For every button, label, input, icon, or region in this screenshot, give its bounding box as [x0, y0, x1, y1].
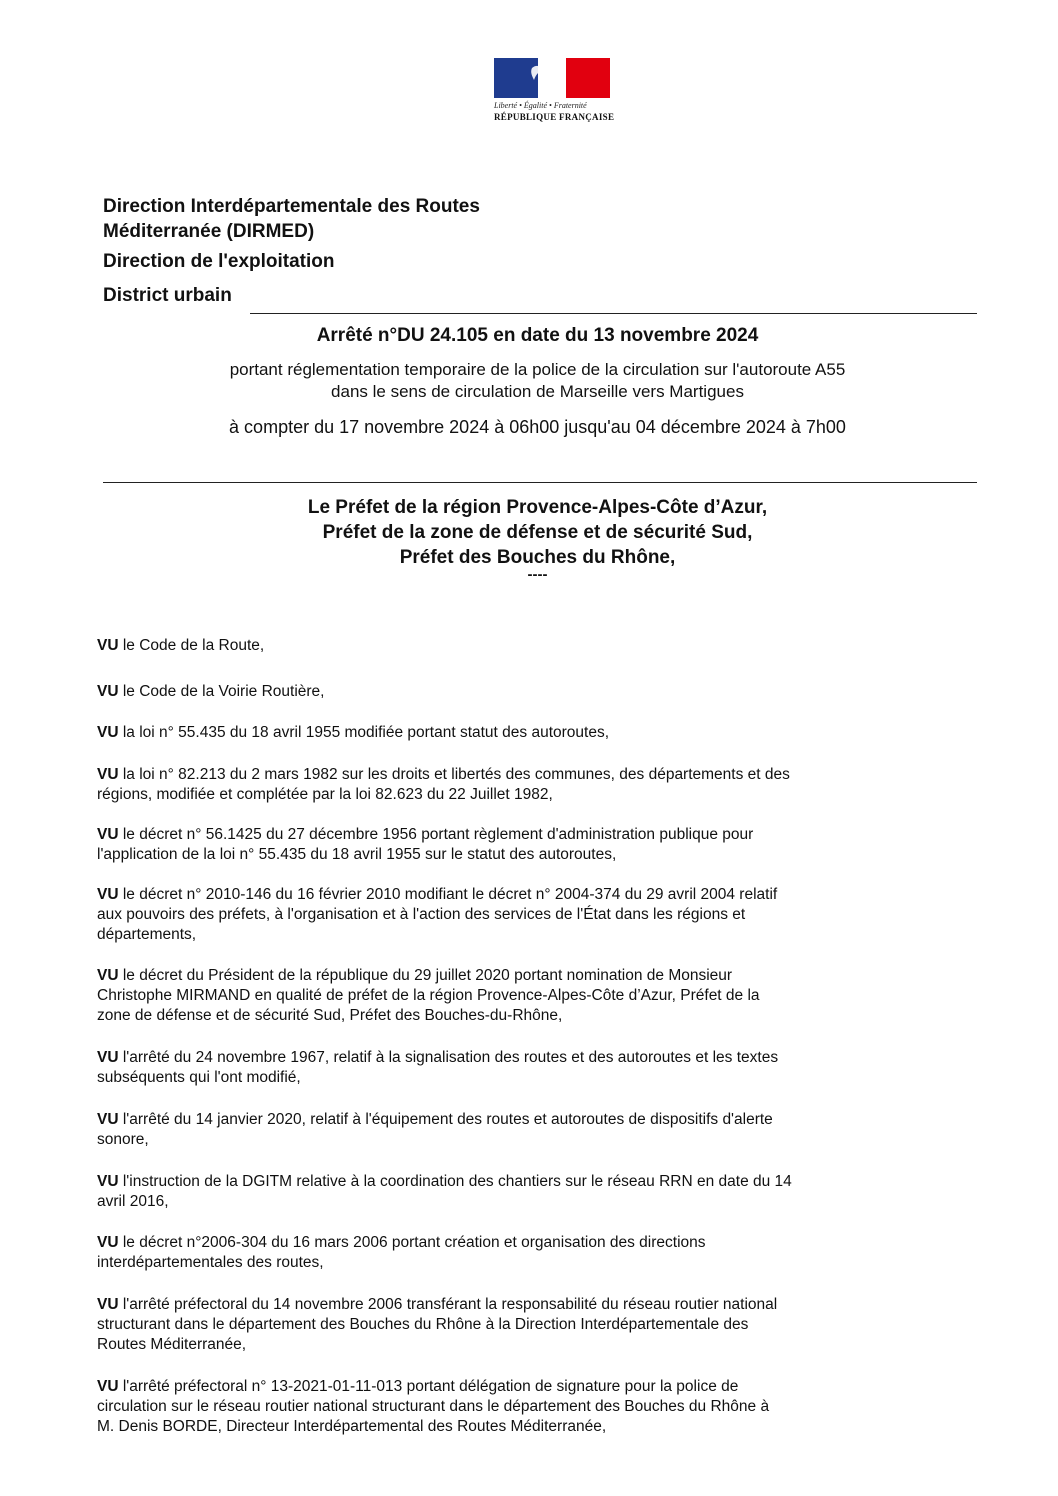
vu-text: l'arrêté préfectoral n° 13-2021-01-11-013 portant délégation de signature pour la police de: [122, 1378, 739, 1395]
vu-paragraph: [97, 825, 977, 865]
authority-separator: ----: [527, 566, 548, 583]
vu-paragraph: [97, 682, 977, 702]
vu-text: le décret n°2006-304 du 16 mars 2006 portant création et organisation des directions: [122, 1234, 706, 1251]
vu-line: [97, 1110, 977, 1130]
vu-text: régions, modifiée et complétée par la loi 82.623 du 22 Juillet 1982,: [97, 786, 553, 803]
vu-line: [97, 1417, 977, 1437]
vu-text: l'arrêté préfectoral du 14 novembre 2006 transférant la responsabilité du réseau routier national: [122, 1296, 778, 1313]
vu-paragraph: [97, 723, 977, 743]
vu-label: VU: [97, 1049, 119, 1066]
vu-label: VU: [97, 724, 119, 741]
vu-line: [97, 1295, 977, 1315]
vu-line: [97, 1048, 977, 1068]
vu-label: VU: [97, 1234, 119, 1251]
vu-paragraph: [97, 765, 977, 805]
vu-text: interdépartementales des routes,: [97, 1254, 324, 1271]
vu-label: VU: [97, 886, 119, 903]
vu-paragraph: [97, 1377, 977, 1437]
vu-line: [97, 1377, 977, 1397]
vu-label: VU: [97, 766, 119, 783]
vu-text: le décret du Président de la république du 29 juillet 2020 portant nomination de Monsieur: [122, 967, 733, 984]
vu-line: [97, 1335, 977, 1355]
vu-text: la loi n° 82.213 du 2 mars 1982 sur les droits et libertés des communes, des départements et des: [122, 766, 790, 783]
vu-paragraph: [97, 636, 977, 656]
vu-line: [97, 1130, 977, 1150]
decree-subtitle-2: dans le sens de circulation de Marseille vers Martigues: [331, 382, 744, 401]
vu-text: zone de défense et de sécurité Sud, Préfet des Bouches-du-Rhône,: [97, 1007, 563, 1024]
vu-line: [97, 1068, 977, 1088]
vu-line: [97, 986, 977, 1006]
vu-line: [97, 1397, 977, 1417]
authority-line-3: Préfet des Bouches du Rhône,: [399, 547, 676, 568]
vu-text: le Code de la Route,: [122, 637, 265, 654]
vu-text: avril 2016,: [97, 1193, 169, 1210]
vu-text: M. Denis BORDE, Directeur Interdépartemental des Routes Méditerranée,: [97, 1418, 607, 1435]
vu-paragraph: [97, 1233, 977, 1273]
vu-label: VU: [97, 967, 119, 984]
authority-line-1: Le Préfet de la région Provence-Alpes-Côte d’Azur,: [307, 497, 768, 518]
authority-line-2: Préfet de la zone de défense et de sécurité Sud,: [322, 522, 753, 543]
vu-label: VU: [97, 1111, 119, 1128]
vu-line: [97, 1253, 977, 1273]
vu-line: [97, 885, 977, 905]
vu-line: [97, 825, 977, 845]
vu-paragraph: [97, 1295, 977, 1355]
vu-text: subséquents qui l'ont modifié,: [97, 1069, 301, 1086]
org-district: District urbain: [103, 285, 232, 306]
org-line-1: Direction Interdépartementale des Routes: [103, 196, 480, 217]
marianne-flag-icon: [494, 58, 610, 98]
republic-motto: Liberté • Égalité • Fraternité: [494, 101, 587, 110]
vu-text: circulation sur le réseau routier national structurant dans le département des Bouches du Rhône à: [97, 1398, 770, 1415]
vu-line: [97, 765, 977, 785]
vu-paragraph: [97, 1048, 977, 1088]
vu-text: sonore,: [97, 1131, 149, 1148]
vu-text: le décret n° 56.1425 du 27 décembre 1956 portant règlement d'administration publique pour: [122, 826, 754, 843]
vu-line: [97, 1006, 977, 1026]
vu-label: VU: [97, 1296, 119, 1313]
vu-text: l'application de la loi n° 55.435 du 18 avril 1955 sur le statut des autoroutes,: [97, 846, 617, 863]
vu-paragraph: [97, 885, 977, 945]
vu-text: Routes Méditerranée,: [97, 1336, 247, 1353]
vu-line: [97, 1315, 977, 1335]
vu-text: l'arrêté du 24 novembre 1967, relatif à la signalisation des routes et des autoroutes et les textes: [122, 1049, 779, 1066]
vu-label: VU: [97, 637, 119, 654]
vu-label: VU: [97, 1173, 119, 1190]
org-direction: Direction de l'exploitation: [103, 251, 335, 272]
decree-title: Arrêté n°DU 24.105 en date du 13 novembre 2024: [316, 325, 759, 346]
vu-paragraph: [97, 966, 977, 1026]
section-rule: [103, 482, 977, 483]
decree-period: à compter du 17 novembre 2024 à 06h00 jusqu'au 04 décembre 2024 à 7h00: [229, 417, 846, 437]
vu-line: [97, 966, 977, 986]
vu-line: [97, 905, 977, 925]
vu-line: [97, 1233, 977, 1253]
vu-line: [97, 682, 977, 702]
vu-text: le Code de la Voirie Routière,: [122, 683, 325, 700]
vu-text: l'arrêté du 14 janvier 2020, relatif à l'équipement des routes et autoroutes de dispositifs d'alerte: [122, 1111, 773, 1128]
vu-line: [97, 723, 977, 743]
republic-name: RÉPUBLIQUE FRANÇAISE: [494, 112, 615, 122]
vu-line: [97, 845, 977, 865]
vu-text: départements,: [97, 926, 197, 943]
vu-label: VU: [97, 1378, 119, 1395]
vu-line: [97, 785, 977, 805]
republic-logo: [488, 58, 618, 122]
vu-text: structurant dans le département des Bouches du Rhône à la Direction Interdépartementale des: [97, 1316, 749, 1333]
vu-line: [97, 1192, 977, 1212]
vu-line: [97, 925, 977, 945]
vu-text: la loi n° 55.435 du 18 avril 1955 modifiée portant statut des autoroutes,: [122, 724, 610, 741]
decree-subtitle-1: portant réglementation temporaire de la police de la circulation sur l'autoroute A55: [229, 360, 846, 379]
vu-paragraph: [97, 1110, 977, 1150]
header-rule: [250, 313, 977, 314]
org-line-2: Méditerranée (DIRMED): [103, 221, 315, 242]
vu-text: le décret n° 2010-146 du 16 février 2010 modifiant le décret n° 2004-374 du 29 avril 2004 relatif: [122, 886, 778, 903]
vu-text: aux pouvoirs des préfets, à l'organisation et à l'action des services de l'État dans les régions et: [97, 906, 746, 923]
vu-label: VU: [97, 826, 119, 843]
vu-paragraph: [97, 1172, 977, 1212]
vu-line: [97, 636, 977, 656]
vu-text: l'instruction de la DGITM relative à la coordination des chantiers sur le réseau RRN en date du 14: [122, 1173, 792, 1190]
vu-label: VU: [97, 683, 119, 700]
vu-line: [97, 1172, 977, 1192]
vu-text: Christophe MIRMAND en qualité de préfet de la région Provence-Alpes-Côte d’Azur, Préfet de la: [97, 987, 760, 1004]
